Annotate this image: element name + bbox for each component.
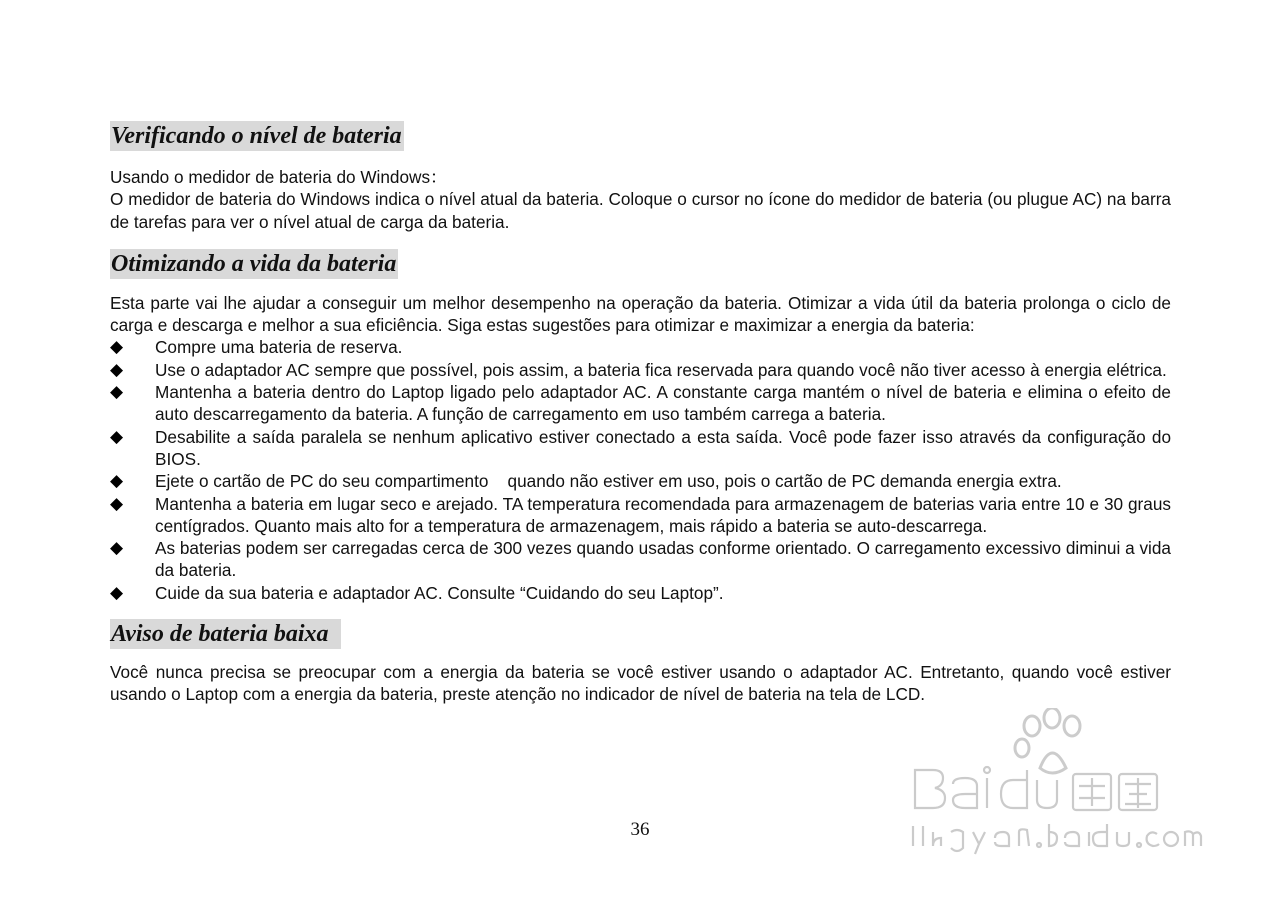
paragraph-windows-meter-text: O medidor de bateria do Windows indica o nível atual da bateria. Coloque o cursor no ícone do medidor de bateria (ou plugue AC) na barra de tarefas para ver o nível atual de carga da bateria. [110,189,1171,232]
list-item-text: Ejete o cartão de PC do seu compartimento quando não estiver em uso, pois o cartão de PC demanda energia extra. [155,471,1062,492]
diamond-bullet-icon: ◆ [110,582,124,602]
list-item-text: Compre uma bateria de reserva. [155,337,403,358]
paragraph-low-battery: Você nunca precisa se preocupar com a energia da bateria se você estiver usando o adaptador AC. Entretanto, quando você estiver usando o Laptop com a energia da bateria, preste atenção no indicador de nível de bateria na tela de LCD. [110,662,1171,705]
paw-logo-icon [1010,708,1090,778]
list-item [110,493,1171,538]
section-title: Aviso de bateria baixa [110,619,341,649]
paragraph-windows-meter-label: Usando o medidor de bateria do Windows： [110,167,448,187]
paragraph-optimize-intro: Esta parte vai lhe ajudar a conseguir um melhor desempenho na operação da bateria. Otimizar a vida útil da bateria prolonga o ciclo de carga e descarga e melhor a sua eficiência. Siga estas sugestões para otimizar e maximizar a energia da bateria: [110,292,1171,336]
list-item [110,359,1171,381]
document-page [110,121,1171,706]
diamond-bullet-icon: ◆ [110,426,124,446]
diamond-bullet-icon: ◆ [110,493,124,513]
list-item-text: Cuide da sua bateria e adaptador AC. Consulte “Cuidando do seu Laptop”. [155,582,724,603]
list-item [110,381,1171,426]
section-battery-level [110,121,1171,233]
diamond-bullet-icon: ◆ [110,337,124,357]
section-title: Otimizando a vida da bateria [111,250,397,277]
list-item-text: Mantenha a bateria dentro do Laptop ligado pelo adaptador AC. A constante carga mantém o nível de bateria e elimina o efeito de auto descarregamento da bateria. A função de carregamento em uso também carrega a bateria. [155,382,1171,425]
list-item [110,426,1171,471]
list-item-text: Desabilite a saída paralela se nenhum aplicativo estiver conectado a esta saída. Você pode fazer isso através da configuração do BIOS. [155,426,1171,469]
tips-list [110,336,1171,604]
list-item [110,470,1171,492]
list-item-text: Use o adaptador AC sempre que possível, pois assim, a bateria fica reservada para quando você não tiver acesso à energia elétrica. [155,359,1167,380]
list-item [110,537,1171,582]
diamond-bullet-icon: ◆ [110,359,124,379]
section-title: Verificando o nível de bateria [111,123,402,149]
page-number: 36 [630,819,650,840]
list-item-text: As baterias podem ser carregadas cerca de 300 vezes quando usadas conforme orientado. O carregamento excessivo diminui a vida da bateria. [155,538,1171,581]
list-item-text: Mantenha a bateria em lugar seco e arejado. TA temperatura recomendada para armazenagem de baterias varia entre 10 e 30 graus centígrados. Quanto mais alto for a temperatura de armazenagem, mais rápido a bateria se auto-descarrega. [155,493,1171,536]
section-low-battery-warning [110,619,1171,706]
diamond-bullet-icon: ◆ [110,382,124,402]
list-item [110,336,1171,358]
list-item [110,582,1171,604]
diamond-bullet-icon: ◆ [110,538,124,558]
diamond-bullet-icon: ◆ [110,471,124,491]
section-optimize-battery [110,249,1171,604]
